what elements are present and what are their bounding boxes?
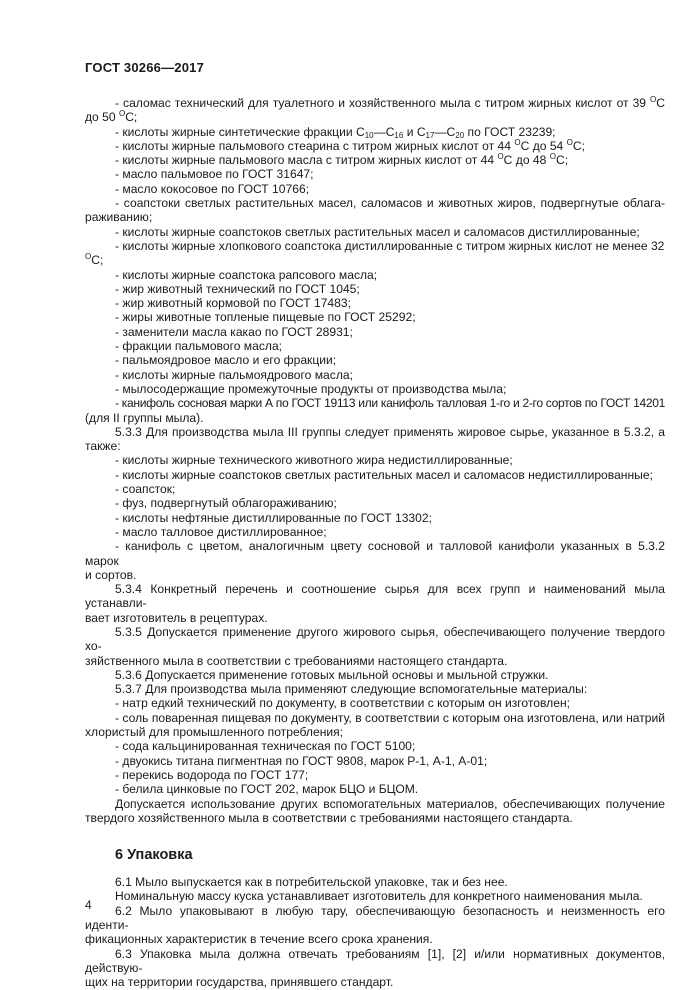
paragraph-cont: фикационных характеристик в течение всего срока хранения. xyxy=(85,932,433,947)
paragraph-cont: твердого хозяйственного мыла в соответствии с требованиями настоящего стандарта. xyxy=(85,810,573,825)
list-item: - кислоты жирные технического животного жира недистиллированные; xyxy=(115,453,513,468)
paragraph-note: Допускается использование других вспомогательных материалов, обеспечивающих получение xyxy=(115,796,665,811)
list-item: - соапсток; xyxy=(115,482,176,497)
paragraph-6-1: 6.1 Мыло выпускается как в потребительской упаковке, так и без нее. xyxy=(115,875,508,890)
list-item: - кислоты жирные соапстоков светлых растительных масел и саломасов недистиллированные; xyxy=(115,467,653,482)
list-item: - мылосодержащие промежуточные продукты от производства мыла; xyxy=(115,381,507,396)
list-item: - канифоль сосновая марки А по ГОСТ 19113 или канифоль талловая 1-го и 2-го сортов по ГОСТ 14201 xyxy=(115,396,665,411)
list-item: - кислоты жирные пальмового стеарина с титром жирных кислот от 44 $^О$С до 54 $^О$С; xyxy=(115,137,585,153)
paragraph-5-3-5: 5.3.5 Допускается применение другого жирового сырья, обеспечивающего получение твердого хо- xyxy=(85,624,665,654)
list-item: - масло талловое дистиллированное; xyxy=(115,524,327,539)
list-item: - сода кальцинированная техническая по ГОСТ 5100; xyxy=(115,739,416,754)
paragraph-cont: щих на территории государства, принявшего стандарт. xyxy=(85,975,394,990)
list-item: - кислоты нефтяные дистиллированные по ГОСТ 13302; xyxy=(115,510,432,525)
list-item: - масло кокосовое по ГОСТ 10766; xyxy=(115,181,310,196)
list-item: - заменители масла какао по ГОСТ 28931; xyxy=(115,324,353,339)
list-item: - соль поваренная пищевая по документу, в соответствии с которым она изготовлена, или натрий xyxy=(115,710,665,725)
list-item: - кислоты жирные пальмового масла с титром жирных кислот от 44 $^О$С до 48 $^О$С; xyxy=(115,152,569,168)
list-item: - канифоль с цветом, аналогичным цвету сосновой и талловой канифоли указанных в 5.3.2 марок xyxy=(85,539,665,568)
list-item-cont: и сортов. xyxy=(85,567,137,582)
paragraph-6-2: 6.2 Мыло упаковывают в любую тару, обеспечивающую безопасность и неизменность его иденти- xyxy=(85,903,665,933)
list-item: - натр едкий технический по документу, в соответствии с которым он изготовлен; xyxy=(115,696,570,711)
list-item: - жир животный кормовой по ГОСТ 17483; xyxy=(115,296,351,311)
list-item: - кислоты жирные пальмоядрового масла; xyxy=(115,367,353,382)
paragraph-6-1-b: Номинальную массу куска устанавливает изготовитель для конкретного наименования мыла. xyxy=(115,889,643,904)
list-item: - пальмоядровое масло и его фракции; xyxy=(115,353,337,368)
paragraph-5-3-6: 5.3.6 Допускается применение готовых мыльной основы и мыльной стружки. xyxy=(115,667,549,682)
list-item: - кислоты жирные соапстока рапсового масла; xyxy=(115,267,378,282)
list-item-cont: (для II группы мыла). xyxy=(85,410,204,425)
list-item: - соапстоки светлых растительных масел, саломасов и животных жиров, подвергнутые облага- xyxy=(115,196,665,211)
paragraph-cont: зяйственного мыла в соответствии с требованиями настоящего стандарта. xyxy=(85,653,508,668)
paragraph-cont: также: xyxy=(85,439,121,454)
list-item: - белила цинковые по ГОСТ 202, марок БЦО и БЦОМ. xyxy=(115,782,419,797)
page-header-doc-code: ГОСТ 30266—2017 xyxy=(85,60,204,75)
section-6-title: 6 Упаковка xyxy=(115,847,193,864)
paragraph-5-3-3: 5.3.3 Для производства мыла III группы следует применять жировое сырье, указанное в 5.3.2, а xyxy=(115,424,665,439)
paragraph-6-3: 6.3 Упаковка мыла должна отвечать требованиям [1], [2] и/или нормативных документов, действую- xyxy=(85,946,665,975)
list-item-cont: хлористый для промышленного потребления; xyxy=(85,725,344,740)
list-item: - саломас технический для туалетного и хозяйственного мыла с титром жирных кислот от 39 $^О$С xyxy=(115,95,665,110)
list-item: - жиры животные топленые пищевые по ГОСТ 25292; xyxy=(115,310,416,325)
paragraph-5-3-4: 5.3.4 Конкретный перечень и соотношение сырья для всех групп и наименований мыла устанавли- xyxy=(85,582,665,611)
paragraph-cont: вает изготовитель в рецептурах. xyxy=(85,610,268,625)
list-item: - фракции пальмового масла; xyxy=(115,339,283,354)
list-item: - масло пальмовое по ГОСТ 31647; xyxy=(115,167,314,182)
list-item-cont: до 50 $^О$С; xyxy=(85,109,138,125)
list-item: - кислоты жирные синтетические фракции $С_{10}—С_{16}$ и $С_{17}—С_{20}$ по ГОСТ 23239; xyxy=(115,124,556,140)
list-item: - фуз, подвергнутый облагораживанию; xyxy=(115,496,337,511)
page-number: 4 xyxy=(85,898,92,912)
list-item: - перекись водорода по ГОСТ 177; xyxy=(115,767,309,782)
document-body xyxy=(85,96,665,990)
list-item: - кислоты жирные хлопкового соапстока дистиллированные с титром жирных кислот не менее 32 $^О$С; xyxy=(85,238,665,268)
list-item: - жир животный технический по ГОСТ 1045; xyxy=(115,281,360,296)
list-item: - двуокись титана пигментная по ГОСТ 9808, марок Р-1, А-1, А-01; xyxy=(115,753,488,768)
list-item: - кислоты жирные соапстоков светлых растительных масел и саломасов дистиллированные; xyxy=(115,224,640,239)
list-item-cont: раживанию; xyxy=(85,210,153,225)
paragraph-5-3-7: 5.3.7 Для производства мыла применяют следующие вспомогательные материалы: xyxy=(115,682,588,697)
